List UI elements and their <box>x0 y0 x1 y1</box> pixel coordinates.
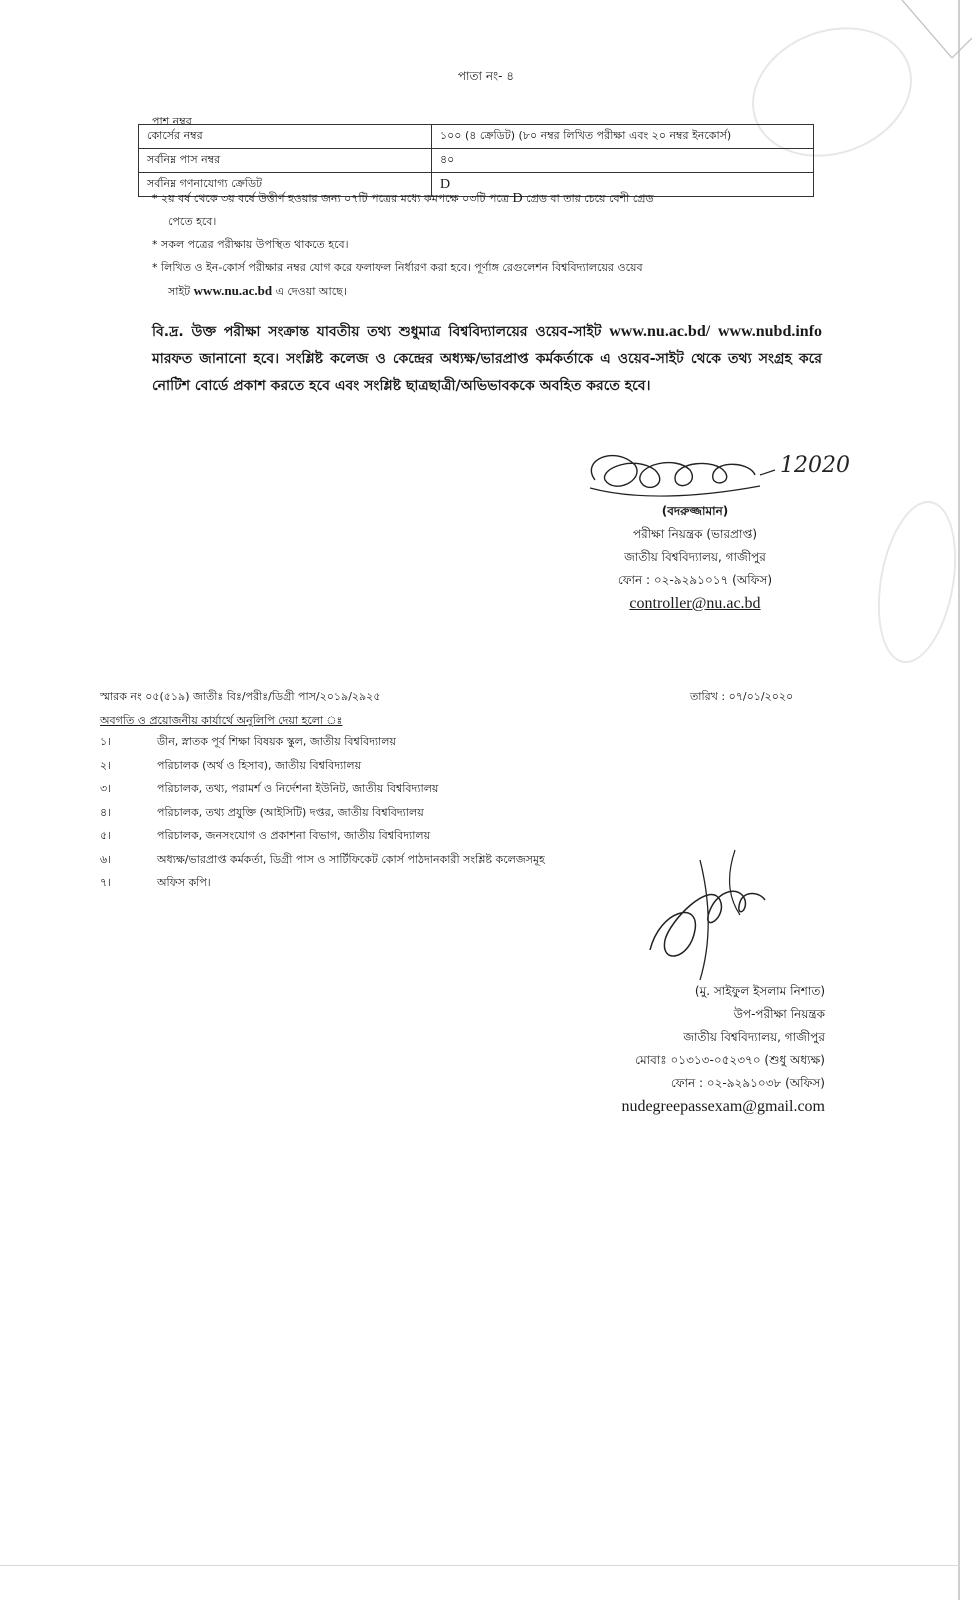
list-number: ৪। <box>100 805 112 819</box>
signatory-email[interactable]: nudegreepassexam@gmail.com <box>621 1098 825 1115</box>
nb-text: বি.দ্র. উক্ত পরীক্ষা সংক্রান্ত যাবতীয় তথ্য শুধুমাত্র বিশ্ববিদ্যালয়ের ওয়েব-সাইট <box>152 324 602 340</box>
signature-date: 12020 <box>780 453 850 478</box>
signature-deputy-controller <box>640 840 780 990</box>
memo-reference: স্মারক নং ০৫(৫১৯) জাতীঃ বিঃ/পরীঃ/ডিগ্রী পাস/২০১৯/২৯২৫ <box>100 690 381 703</box>
list-number: ২। <box>100 758 112 772</box>
signatory-deputy-controller <box>545 980 825 1118</box>
list-number: ৭। <box>100 876 112 889</box>
note-text: এ দেওয়া আছে। <box>275 285 347 298</box>
list-item <box>100 757 720 781</box>
website-link[interactable]: www.nubd.info <box>717 323 823 340</box>
list-text: পরিচালক, তথ্য, পরামর্শ ও নির্দেশনা ইউনিট, জাতীয় বিশ্ববিদ্যালয় <box>157 782 439 795</box>
note-continuation: পেতে হবে। <box>168 215 217 228</box>
note-text: সাইট <box>168 285 191 298</box>
signatory-designation: উপ-পরীক্ষা নিয়ন্ত্রক <box>733 1007 825 1021</box>
signatory-organization: জাতীয় বিশ্ববিদ্যালয়, গাজীপুর <box>683 1030 825 1044</box>
memo-date: তারিখ : ০৭/০১/২০২০ <box>690 690 794 703</box>
signatory-name: (মু. সাইফুল ইসলাম নিশাত) <box>694 984 825 998</box>
cc-intro: অবগতি ও প্রয়োজনীয় কার্যার্থে অনুলিপি দেয়া হলো ঃ <box>100 714 343 727</box>
page-number: পাতা নং- ৪ <box>457 69 515 83</box>
list-item <box>100 851 720 875</box>
list-text: ডীন, স্নাতক পূর্ব শিক্ষা বিষয়ক স্কুল, জাতীয় বিশ্ববিদ্যালয় <box>157 735 396 748</box>
list-text: পরিচালক, তথ্য প্রযুক্তি (আইসিটি) দপ্তর, জাতীয় বিশ্ববিদ্যালয় <box>157 805 424 819</box>
list-text: পরিচালক (অর্থ ও হিসাব), জাতীয় বিশ্ববিদ্যালয় <box>157 758 362 772</box>
signatory-phone: ফোন : ০২-৯২৯১০৩৮ (অফিস) <box>670 1076 825 1090</box>
scan-edge-right <box>958 0 960 1600</box>
grade-letter: D <box>512 191 523 206</box>
pass-marks-heading: পাশ নম্বর <box>152 115 192 128</box>
website-link[interactable]: www.nu.ac.bd/ <box>609 323 711 340</box>
signatory-designation: পরীক্ষা নিয়ন্ত্রক (ভারপ্রাপ্ত) <box>632 527 758 541</box>
note-item <box>152 187 812 210</box>
list-item <box>100 804 720 828</box>
list-item <box>100 780 720 804</box>
signatory-email[interactable]: controller@nu.ac.bd <box>629 595 761 612</box>
list-item <box>100 733 720 757</box>
table-row <box>139 149 814 173</box>
signatory-name: (বদরুজ্জামান) <box>661 504 729 518</box>
list-text: পরিচালক, জনসংযোগ ও প্রকাশনা বিভাগ, জাতীয় বিশ্ববিদ্যালয় <box>157 829 431 842</box>
cc-list <box>100 733 720 898</box>
note-text: গ্রেড বা তার চেয়ে বেশী গ্রেড <box>526 192 654 205</box>
note-item: * লিখিত ও ইন-কোর্স পরীক্ষার নম্বর যোগ করে ফলাফল নির্ধারণ করা হবে। পূর্ণাঙ্গ রেগুলেশন বিশ্ববিদ্যালয়ের ওয়েব <box>152 261 643 274</box>
table-cell-label: সর্বনিম্ন পাস নম্বর <box>139 149 432 173</box>
note-text: * ২য় বর্ষ থেকে ৩য় বর্ষে উত্তীর্ণ হওয়ার জন্য ০৭টি পত্রের মধ্যে কমপক্ষে ০৩টি পত্রে <box>152 192 510 205</box>
table-cell-value: ১০০ (৪ ক্রেডিট) (৮০ নম্বর লিখিত পরীক্ষা এবং ২০ নম্বর ইনকোর্স) <box>432 125 814 149</box>
table-row <box>139 125 814 149</box>
notes-section <box>152 187 812 303</box>
list-item <box>100 874 720 898</box>
list-item <box>100 827 720 851</box>
nb-notice <box>152 318 822 400</box>
signatory-organization: জাতীয় বিশ্ববিদ্যালয়, গাজীপুর <box>624 550 766 564</box>
list-number: ৫। <box>100 829 112 842</box>
list-number: ৩। <box>100 782 112 795</box>
faded-stamp <box>866 495 967 669</box>
note-item: * সকল পত্রের পরীক্ষায় উপস্থিত থাকতে হবে। <box>152 238 349 251</box>
list-number: ৬। <box>100 852 112 866</box>
signatory-controller <box>560 500 830 615</box>
note-continuation <box>152 279 812 303</box>
table-cell-value: D <box>432 173 814 197</box>
nb-text: মারফত জানানো হবে। সংশ্লিষ্ট কলেজ ও কেন্দ্রের অধ্যক্ষ/ভারপ্রাপ্ত কর্মকর্তাকে এ ওয়েব-সাইট থেকে তথ্য সংগ্রহ করে নোটিশ বোর্ডে প্রকাশ করতে হবে এবং সংশ্লিষ্ট ছাত্রছাত্রী/অভিভাবককে অবহিত করতে হবে। <box>152 351 822 394</box>
list-text: অফিস কপি। <box>157 876 211 889</box>
list-number: ১। <box>100 735 112 748</box>
table-cell-value: ৪০ <box>432 149 814 173</box>
list-text: অধ্যক্ষ/ভারপ্রাপ্ত কর্মকর্তা, ডিগ্রী পাস ও সার্টিফিকেট কোর্স পাঠদানকারী সংশ্লিষ্ট কলেজসমূহ <box>157 852 545 866</box>
signatory-phone: ফোন : ০২-৯২৯১০১৭ (অফিস) <box>617 573 773 587</box>
website-link[interactable]: www.nu.ac.bd <box>193 283 273 298</box>
table-cell-label: সর্বনিম্ন গণনাযোগ্য ক্রেডিট <box>139 173 432 197</box>
table-cell-label: কোর্সের নম্বর <box>139 125 432 149</box>
signatory-mobile: মোবাঃ ০১৩১৩-০৫২৩৭০ (শুধু অধ্যক্ষ) <box>635 1053 825 1067</box>
scan-edge-bottom <box>0 1565 960 1566</box>
